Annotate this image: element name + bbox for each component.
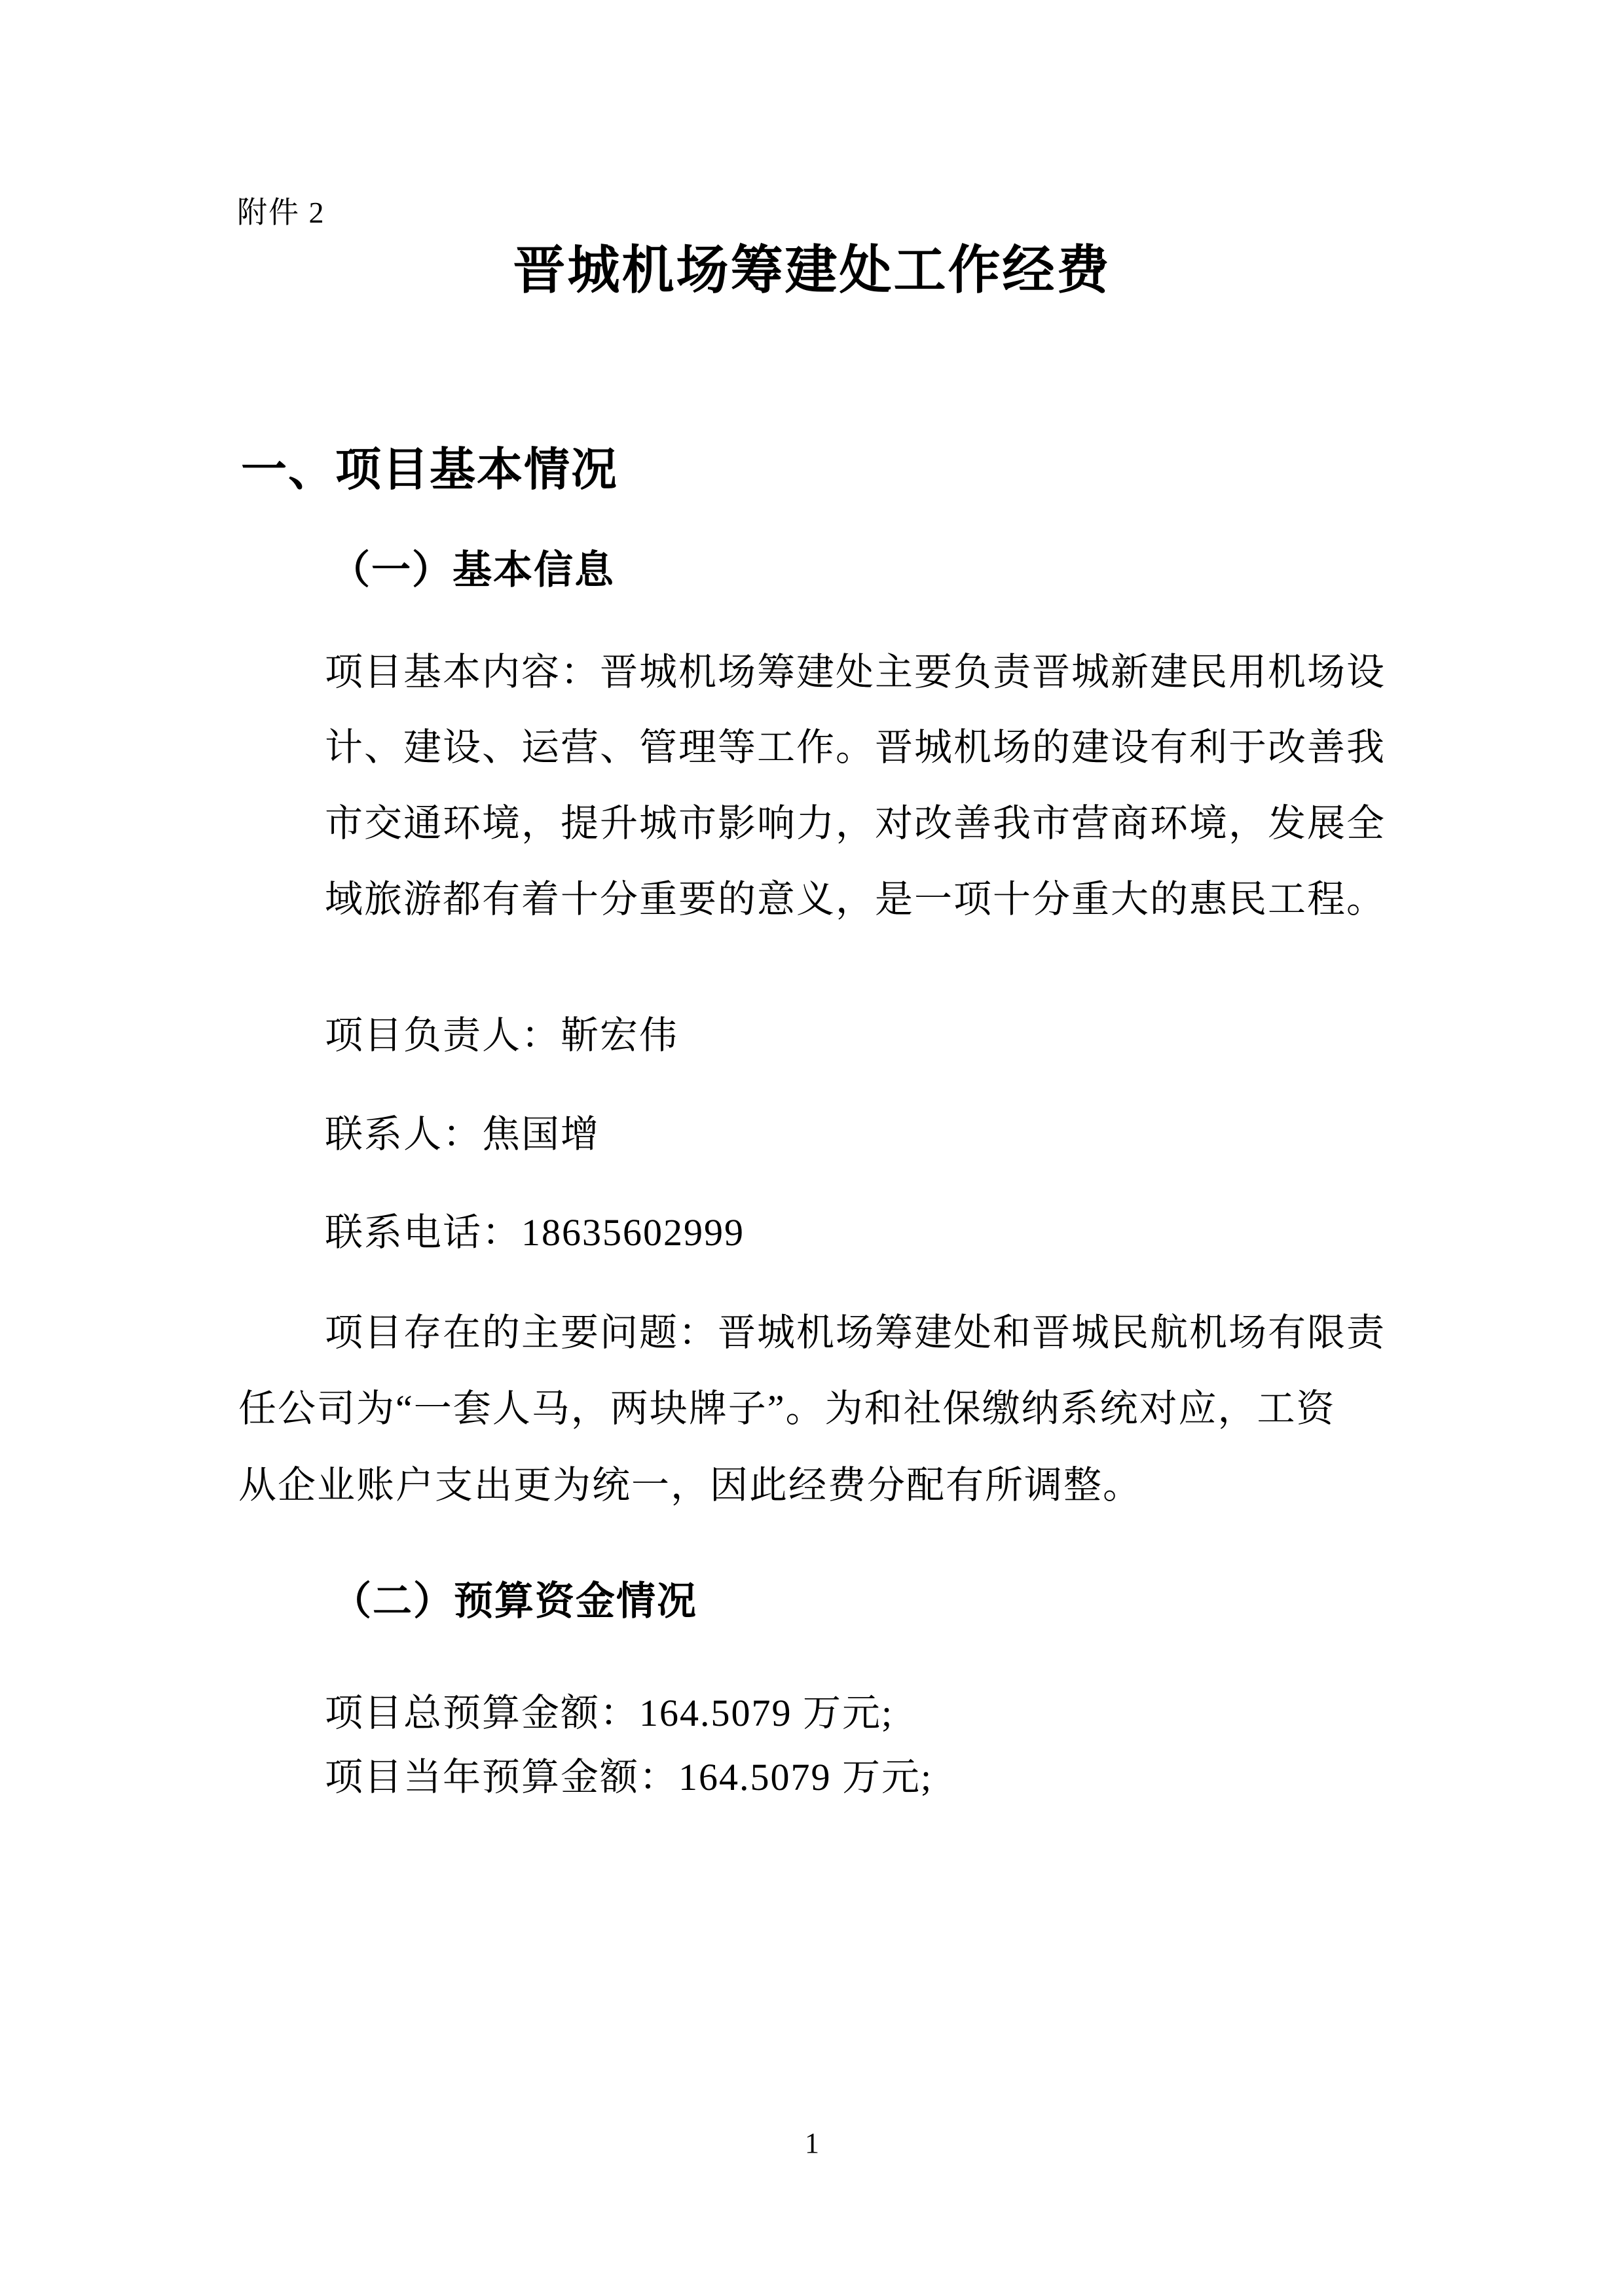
paragraph-issues-line: 项目存在的主要问题：晋城机场筹建处和晋城民航机场有限责 [325, 1311, 1386, 1354]
paragraph-content-line: 项目基本内容：晋城机场筹建处主要负责晋城新建民用机场设 [325, 651, 1386, 693]
project-leader-line: 项目负责人：靳宏伟 [325, 1014, 679, 1057]
document-title: 晋城机场筹建处工作经费 [513, 242, 1111, 300]
contact-person-line: 联系人：焦国增 [325, 1113, 600, 1156]
contact-phone-line: 联系电话：18635602999 [325, 1211, 745, 1254]
subsection-heading-basic-info: （一）基本信息 [331, 549, 615, 592]
budget-current-year-line: 项目当年预算金额：164.5079 万元; [325, 1756, 933, 1798]
paragraph-content-line: 域旅游都有着十分重要的意义，是一项十分重大的惠民工程。 [325, 878, 1386, 920]
attachment-label: 附件 2 [237, 196, 325, 229]
budget-total-line: 项目总预算金额：164.5079 万元; [325, 1692, 894, 1734]
paragraph-issues-line: 从企业账户支出更为统一，因此经费分配有所调整。 [238, 1464, 1143, 1506]
subsection-heading-budget: （二）预算资金情况 [332, 1580, 697, 1623]
paragraph-issues-line: 任公司为“一套人马，两块牌子”。为和社保缴纳系统对应，工资 [238, 1387, 1336, 1430]
page-number: 1 [805, 2127, 819, 2159]
paragraph-content-line: 市交通环境，提升城市影响力，对改善我市营商环境，发展全 [325, 802, 1386, 845]
section-heading-basic-situation: 一、项目基本情况 [241, 444, 618, 495]
paragraph-content-line: 计、建设、运营、管理等工作。晋城机场的建设有利于改善我 [325, 726, 1386, 769]
